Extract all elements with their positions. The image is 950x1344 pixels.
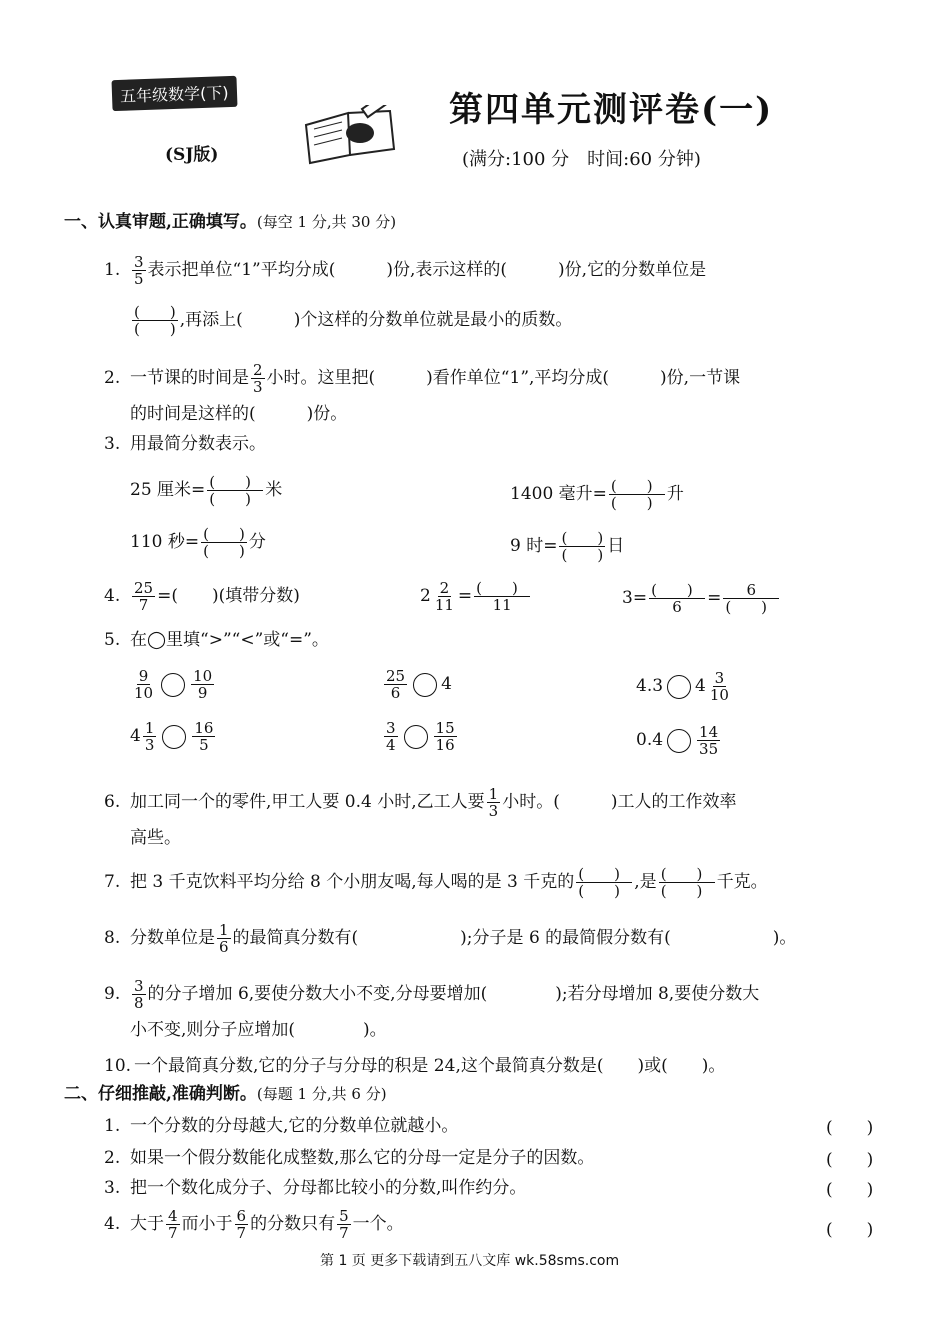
judge-answer-4[interactable]: ( ) xyxy=(826,1220,874,1240)
question-5: 5. 在◯里填“>”“<”或“=”。 xyxy=(104,630,329,650)
question-2-line2: 的时间是这样的( )份。 xyxy=(130,404,348,424)
question-7: 7. 把 3 千克饮料平均分给 8 个小朋友喝,每人喝的是 3 千克的 $\frac{( )}{( )}$ ,是 $\frac{( )}{( )}$ 千克。 xyxy=(104,865,768,900)
judge-item-2: 2. 如果一个假分数能化成整数,那么它的分母一定是分子的因数。 xyxy=(104,1148,595,1168)
grade-badge: 五年级数学(下) xyxy=(111,76,237,111)
question-1-line1: 1. $\frac{3}{5}$ 表示把单位“1”平均分成( )份,表示这样的( )份,它的分数单位是 xyxy=(104,253,707,288)
section2-heading: 二、仔细推敲,准确判断。(每题 1 分,共 6 分) xyxy=(64,1084,387,1104)
q3-item-1: 25 厘米= $\frac{( )}{( )}$ 米 xyxy=(130,473,283,508)
question-4b: 2 $\frac{2}{11}$ = $\frac{( )}{11}$ xyxy=(420,580,532,613)
question-6-line2: 高些。 xyxy=(130,828,181,848)
q3-item-2: 1400 毫升= $\frac{( )}{( )}$ 升 xyxy=(510,477,684,512)
judge-answer-2[interactable]: ( ) xyxy=(826,1150,874,1170)
judge-answer-3[interactable]: ( ) xyxy=(826,1180,874,1200)
question-4a: 4. $\frac{25}{7}$ =( )(填带分数) xyxy=(104,579,300,614)
question-10: 10. 一个最简真分数,它的分子与分母的积是 24,这个最简真分数是( )或( )。 xyxy=(104,1056,726,1076)
section1-heading: 一、认真审题,正确填写。(每空 1 分,共 30 分) xyxy=(64,212,397,232)
q5-compare-3: 4.3 4 $\frac{3}{10}$ xyxy=(636,669,729,704)
q5-compare-2: $\frac{25}{6}$ 4 xyxy=(386,667,452,702)
answer-circle[interactable] xyxy=(413,673,437,697)
answer-circle[interactable] xyxy=(161,673,185,697)
question-8: 8. 分数单位是 $\frac{1}{6}$ 的最简真分数有( );分子是 6 的最简假分数有( )。 xyxy=(104,921,797,956)
q3-item-3: 110 秒= $\frac{( )}{( )}$ 分 xyxy=(130,525,266,560)
question-9-line1: 9. $\frac{3}{8}$ 的分子增加 6,要使分数大小不变,分母要增加( );若分母增加 8,要使分数大 xyxy=(104,977,760,1012)
question-3: 3. 用最简分数表示。 xyxy=(104,434,266,454)
page-footer: 第 1 页 更多下载请到五八文库 wk.58sms.com xyxy=(316,1250,623,1270)
edition-label: (SJ版) xyxy=(165,145,219,165)
answer-circle[interactable] xyxy=(667,675,691,699)
q5-compare-4: 4 $\frac{1}{3}$ $\frac{16}{5}$ xyxy=(130,719,214,754)
q5-compare-6: 0.4 $\frac{14}{35}$ xyxy=(636,723,719,758)
judge-answer-1[interactable]: ( ) xyxy=(826,1118,874,1138)
judge-item-4: 4. 大于 $\frac{4}{7}$ 而小于 $\frac{6}{7}$ 的分数只有 $\frac{5}{7}$ 一个。 xyxy=(104,1207,404,1242)
q5-compare-5: $\frac{3}{4}$ $\frac{15}{16}$ xyxy=(386,719,455,754)
judge-item-3: 3. 把一个数化成分子、分母都比较小的分数,叫作约分。 xyxy=(104,1178,527,1198)
page-title: 第四单元测评卷(一) xyxy=(449,90,774,130)
answer-circle[interactable] xyxy=(404,725,428,749)
question-6-line1: 6. 加工同一个的零件,甲工人要 0.4 小时,乙工人要 $\frac{1}{3}$ 小时。( )工人的工作效率 xyxy=(104,785,737,820)
answer-circle[interactable] xyxy=(162,725,186,749)
question-9-line2: 小不变,则分子应增加( )。 xyxy=(130,1020,387,1040)
q3-item-4: 9 时= $\frac{( )}{( )}$ 日 xyxy=(510,529,625,564)
answer-circle[interactable] xyxy=(667,729,691,753)
question-4c: 3= $\frac{( )}{6}$ = $\frac{6}{( )}$ xyxy=(622,582,781,615)
question-2-line1: 2. 一节课的时间是 $\frac{2}{3}$ 小时。这里把( )看作单位“1”,平均分成( )份,一节课 xyxy=(104,361,741,396)
judge-item-1: 1. 一个分数的分母越大,它的分数单位就越小。 xyxy=(104,1116,459,1136)
question-1-line2: $\frac{( )}{( )}$ ,再添上( )个这样的分数单位就是最小的质数。 xyxy=(134,303,573,338)
score-time: (满分:100 分 时间:60 分钟) xyxy=(462,149,701,170)
book-telescope-icon xyxy=(298,105,408,165)
q5-compare-1: $\frac{9}{10}$ $\frac{10}{9}$ xyxy=(134,667,213,702)
